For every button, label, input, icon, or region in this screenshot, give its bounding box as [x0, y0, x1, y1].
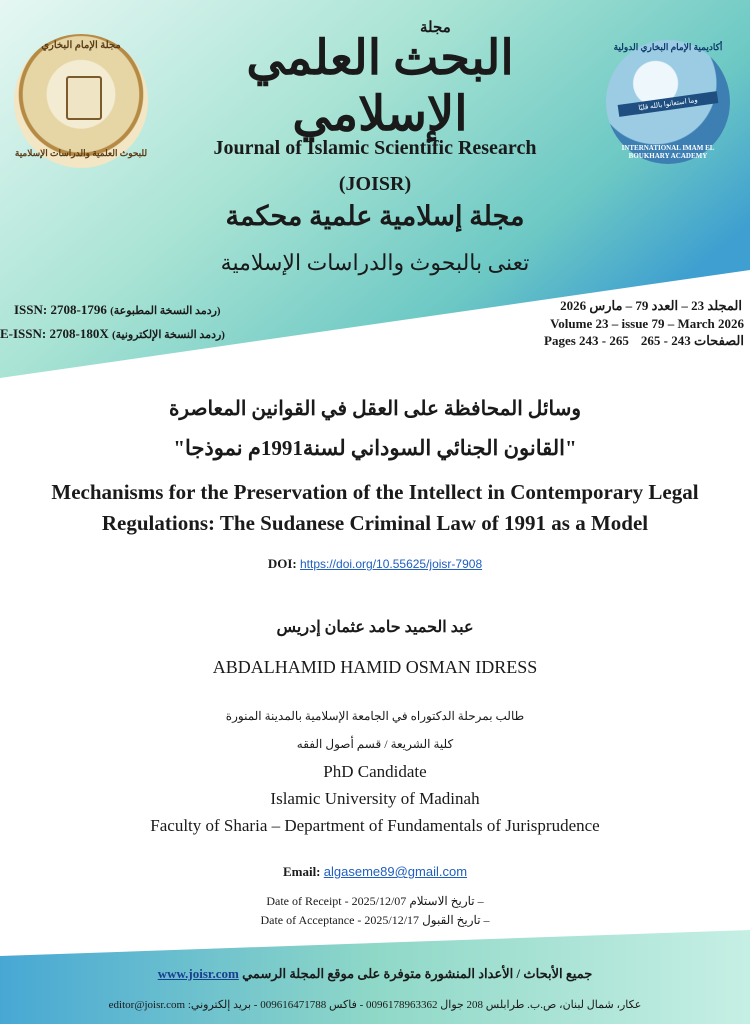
website-text-ar: جميع الأبحاث / الأعداد المنشورة متوفرة على موقع المجلة الرسمي — [242, 966, 593, 981]
receipt-date-en: Date of Receipt - 2025/12/07 — [266, 894, 407, 908]
email-label: Email: — [282, 864, 321, 879]
seal-ring-text-bottom: للبحوث العلمية والدراسات الإسلامية — [14, 148, 148, 158]
article-title-en-1: Mechanisms for the Preservation of the Intellect in Contemporary Legal — [51, 480, 699, 504]
journal-title-en: Journal of Islamic Scientific Research — [213, 137, 537, 159]
article-title-en-2: Regulations: The Sudanese Criminal Law of 1991 as a Model — [101, 511, 649, 535]
journal-tagline-ar: تعنى بالبحوث والدراسات الإسلامية — [220, 250, 530, 275]
article-title-ar-1: وسائل المحافظة على العقل في القوانين المعاصرة — [168, 398, 582, 420]
globe-band-text: وما استعانوا بالله قلبًا — [637, 95, 699, 113]
affiliation-en-3: Faculty of Sharia – Department of Fundamentals of Jurisprudence — [150, 816, 600, 835]
acceptance-date-ar: – تاريخ القبول — [422, 913, 490, 927]
pages-ar: الصفحات 243 - 265 — [640, 333, 744, 348]
author-ar: عبد الحميد حامد عثمان إدريس — [276, 619, 474, 636]
issn-print-label-ar: (ردمد النسخة المطبوعة) — [110, 305, 221, 317]
contact-text-ar: عكار، شمال لبنان، ص.ب. طرابلس 208 جوال 0096178963362 - فاكس 009616471788 - بريد إلكتروني: — [187, 999, 642, 1011]
affiliation-en-2: Islamic University of Madinah — [270, 789, 480, 808]
seal-ring-text-top: مجلة الإمام البخاري — [41, 40, 121, 51]
acceptance-date — [0, 913, 750, 928]
globe-band — [618, 91, 719, 117]
receipt-date-ar: – تاريخ الاستلام — [409, 894, 484, 908]
affiliation-ar-1: طالب بمرحلة الدكتوراه في الجامعة الإسلامية بالمدينة المنورة — [225, 709, 525, 723]
volume-ar: المجلد 23 – العدد 79 – مارس 2026 — [560, 298, 742, 313]
article-title-ar-2: "القانون الجنائي السوداني لسنة1991م نموذجا" — [173, 436, 577, 460]
journal-logo-arabic: البحث العلمي الإسلامي — [246, 32, 514, 141]
issn-print-value: ISSN: 2708-1796 — [14, 302, 107, 317]
globe-ring-text-top: أكاديمية الإمام البخاري الدولية — [613, 42, 723, 52]
issn-print — [14, 302, 221, 318]
receipt-date — [0, 894, 750, 909]
affiliation-ar-2: كلية الشريعة / قسم أصول الفقه — [296, 737, 454, 751]
doi-row — [0, 556, 750, 572]
email-row — [0, 864, 750, 880]
issn-online — [0, 326, 225, 342]
globe-ring-text-bottom: INTERNATIONAL IMAM EL BOUKHARY ACADEMY — [621, 144, 715, 160]
author-en: ABDALHAMID HAMID OSMAN IDRESS — [212, 657, 538, 677]
website-link[interactable]: www.joisr.com — [157, 966, 239, 981]
footer-contact-row — [0, 998, 750, 1011]
issn-online-label-ar: (ردمد النسخة الإلكترونية) — [111, 329, 225, 341]
volume-en: Volume 23 – issue 79 – March 2026 — [550, 316, 744, 331]
doi-link[interactable]: https://doi.org/10.55625/joisr-7908 — [300, 557, 483, 571]
issn-online-value: E-ISSN: 2708-180X — [0, 326, 109, 341]
footer-website-row — [0, 966, 750, 982]
email-link[interactable]: algaseme89@gmail.com — [323, 864, 468, 879]
journal-abbr: (JOISR) — [338, 173, 412, 195]
doi-label: DOI: — [267, 556, 297, 571]
contact-email[interactable]: editor@joisr.com — [108, 999, 186, 1011]
logo-small-text: مجلة — [420, 20, 451, 36]
scroll-icon — [66, 76, 102, 120]
journal-subtitle-ar: مجلة إسلامية علمية محكمة — [225, 201, 525, 231]
affiliation-en-1: PhD Candidate — [323, 762, 427, 781]
pages-en: Pages 243 - 265 — [544, 333, 629, 348]
acceptance-date-en: Date of Acceptance - 2025/12/17 — [260, 913, 420, 927]
